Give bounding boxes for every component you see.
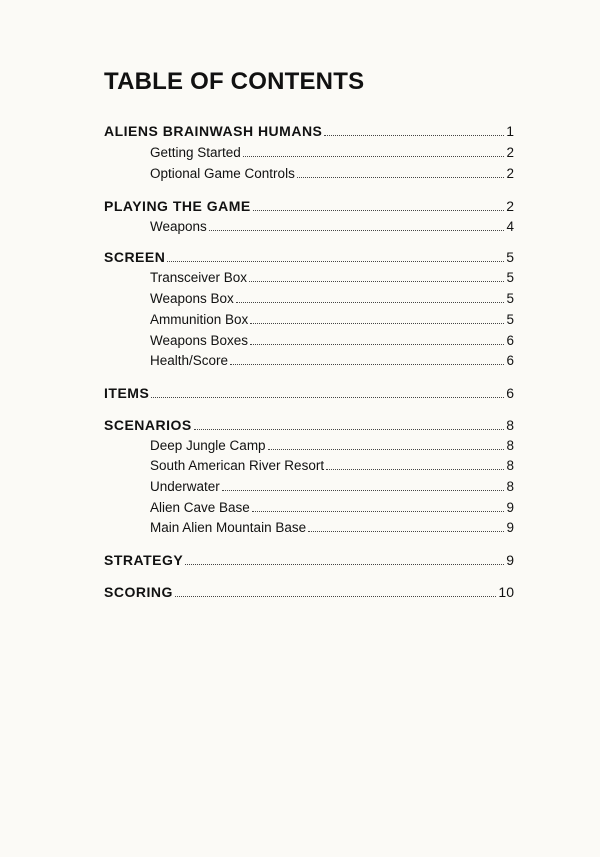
dot-leader [151, 397, 504, 398]
dot-leader [243, 156, 505, 157]
toc-entry [150, 479, 514, 499]
toc-entry-label: Optional Game Controls [150, 166, 295, 181]
toc-entry-label: Health/Score [150, 353, 229, 368]
toc-entry-label: Ammunition Box [150, 312, 249, 327]
toc-entry-label: STRATEGY [104, 552, 184, 568]
toc-entry [150, 166, 514, 186]
toc-entry-label: South American River Resort [150, 458, 325, 473]
dot-leader [222, 490, 505, 491]
toc-entry [150, 353, 514, 373]
toc-entry-label: Getting Started [150, 145, 241, 160]
toc-entry-page: 8 [506, 438, 514, 453]
toc-entry-label: Weapons Boxes [150, 333, 249, 348]
toc-entry [150, 458, 514, 478]
toc-entry [150, 312, 514, 332]
toc-entry-page: 5 [506, 291, 514, 306]
toc-entry [104, 385, 514, 405]
toc-entry [150, 219, 514, 239]
toc-entry-page: 2 [506, 198, 514, 214]
toc-entry-page: 2 [506, 145, 514, 160]
toc-entry-page: 6 [506, 353, 514, 368]
toc-entry-label: Underwater [150, 479, 220, 494]
toc-entry-label: Deep Jungle Camp [150, 438, 266, 453]
dot-leader [236, 302, 505, 303]
toc-entry-page: 8 [506, 458, 514, 473]
toc-entry-label: ITEMS [104, 385, 150, 401]
toc-entry-page: 6 [506, 385, 514, 401]
dot-leader [185, 564, 504, 565]
dot-leader [252, 511, 505, 512]
dot-leader [250, 323, 504, 324]
toc-entry [104, 249, 514, 269]
toc-entry-label: SCORING [104, 584, 173, 600]
dot-leader [209, 230, 505, 231]
dot-leader [250, 344, 504, 345]
toc-entry-page: 9 [506, 520, 514, 535]
dot-leader [326, 469, 504, 470]
toc-entry-page: 8 [506, 417, 514, 433]
dot-leader [268, 449, 505, 450]
toc-entry-page: 9 [506, 500, 514, 515]
toc-entry [150, 520, 514, 540]
toc-entry-label: SCENARIOS [104, 417, 192, 433]
dot-leader [167, 261, 504, 262]
toc-entry [150, 438, 514, 458]
toc-entry-page: 9 [506, 552, 514, 568]
dot-leader [253, 210, 504, 211]
toc-entry-label: Weapons Box [150, 291, 234, 306]
dot-leader [230, 364, 504, 365]
toc-entry [150, 145, 514, 165]
toc-entry-page: 5 [506, 312, 514, 327]
toc-entry [104, 123, 514, 143]
dot-leader [297, 177, 505, 178]
toc-entry-page: 1 [506, 123, 514, 139]
dot-leader [175, 596, 497, 597]
toc-entry [150, 291, 514, 311]
toc-entry-page: 4 [506, 219, 514, 234]
toc-entry [150, 333, 514, 353]
toc-entry-page: 2 [506, 166, 514, 181]
toc-entry-page: 5 [506, 249, 514, 265]
toc-entry [150, 270, 514, 290]
toc-entry [104, 552, 514, 572]
dot-leader [249, 281, 504, 282]
toc-entry [104, 417, 514, 437]
toc-entry-label: Alien Cave Base [150, 500, 250, 515]
toc-entry-label: Weapons [150, 219, 207, 234]
toc-entry [104, 198, 514, 218]
toc-entry [104, 584, 514, 604]
dot-leader [324, 135, 504, 136]
toc-entry-label: Main Alien Mountain Base [150, 520, 307, 535]
toc-entry [150, 500, 514, 520]
toc-entry-page: 10 [498, 584, 514, 600]
dot-leader [308, 531, 504, 532]
toc-entry-label: Transceiver Box [150, 270, 248, 285]
dot-leader [194, 429, 504, 430]
toc-entry-page: 8 [506, 479, 514, 494]
toc-entry-label: PLAYING THE GAME [104, 198, 251, 214]
toc-entry-label: ALIENS BRAINWASH HUMANS [104, 123, 323, 139]
page-title: TABLE OF CONTENTS [104, 68, 365, 95]
toc-entry-page: 5 [506, 270, 514, 285]
toc-entry-label: SCREEN [104, 249, 166, 265]
toc-entry-page: 6 [506, 333, 514, 348]
